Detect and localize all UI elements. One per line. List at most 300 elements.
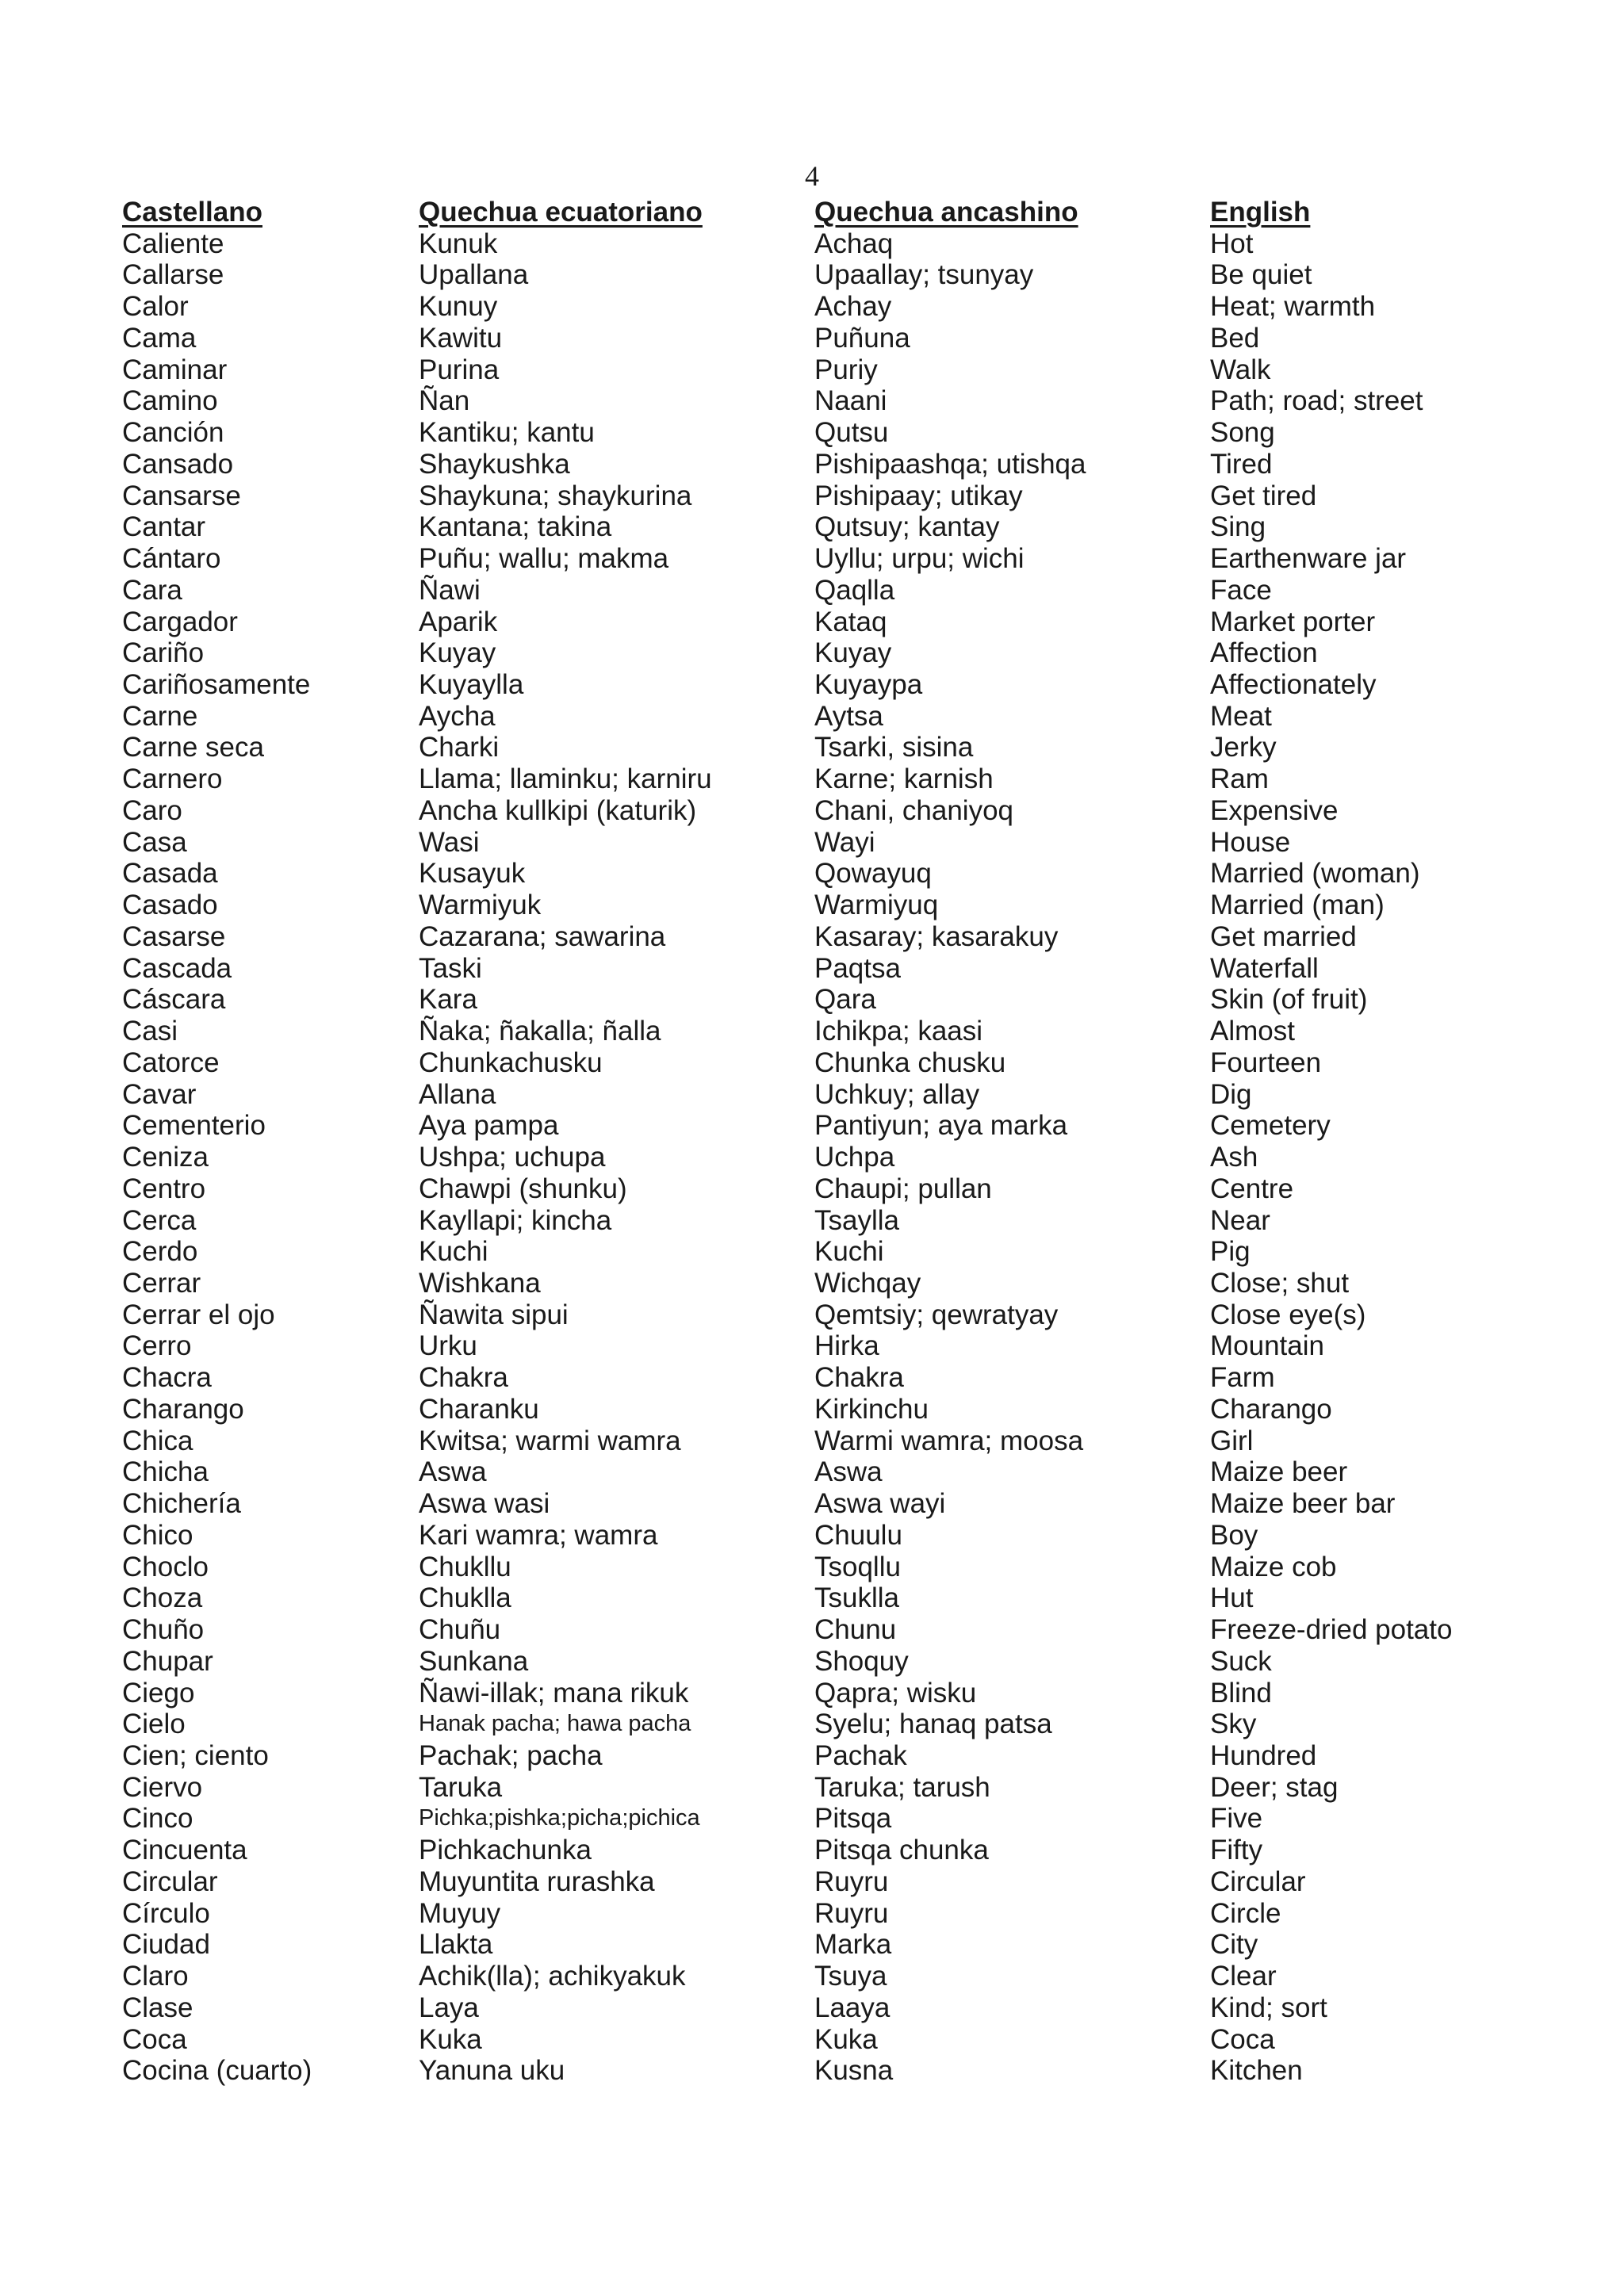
cell-english: Face: [1210, 574, 1272, 606]
table-row: [122, 1299, 1581, 1331]
cell-english: Expensive: [1210, 794, 1339, 826]
table-row: [122, 763, 1581, 795]
table-row: [122, 1016, 1581, 1047]
table-row: [122, 291, 1581, 323]
cell-quechua-ancashino: Shoquy: [814, 1645, 909, 1677]
cell-english: Near: [1210, 1204, 1270, 1236]
table-row: [122, 1330, 1581, 1362]
cell-english: Heat; warmth: [1210, 291, 1376, 323]
cell-castellano: Cementerio: [122, 1110, 266, 1142]
cell-english: Maize beer bar: [1210, 1488, 1396, 1520]
cell-castellano: Cielo: [122, 1709, 186, 1740]
table-row: [122, 1520, 1581, 1552]
table-row: [122, 1236, 1581, 1268]
cell-quechua-ecuatoriano: Aya pampa: [419, 1110, 559, 1142]
header-quechua-ecuatoriano: Quechua ecuatoriano: [419, 197, 703, 228]
cell-quechua-ecuatoriano: Upallana: [419, 259, 529, 291]
cell-english: Centre: [1210, 1173, 1294, 1204]
cell-castellano: Catorce: [122, 1047, 220, 1078]
cell-castellano: Cavar: [122, 1078, 197, 1110]
cell-english: Almost: [1210, 1016, 1295, 1047]
cell-quechua-ancashino: Chuulu: [814, 1519, 902, 1551]
cell-quechua-ancashino: Achay: [814, 291, 892, 323]
cell-castellano: Cansarse: [122, 480, 241, 511]
table-row: [122, 1740, 1581, 1772]
cell-castellano: Circular: [122, 1866, 218, 1897]
cell-quechua-ancashino: Warmi wamra; moosa: [814, 1425, 1084, 1456]
cell-quechua-ancashino: Kuyaypa: [814, 669, 923, 701]
cell-quechua-ecuatoriano: Wasi: [419, 826, 480, 858]
cell-quechua-ancashino: Tsoqllu: [814, 1551, 901, 1582]
cell-quechua-ecuatoriano: Chawpi (shunku): [419, 1173, 627, 1204]
cell-english: Maize beer: [1210, 1456, 1348, 1488]
cell-quechua-ancashino: Chaupi; pullan: [814, 1173, 992, 1204]
cell-castellano: Cáscara: [122, 984, 226, 1016]
cell-quechua-ecuatoriano: Shaykuna; shaykurina: [419, 480, 692, 511]
cell-castellano: Casi: [122, 1016, 178, 1047]
cell-castellano: Cerdo: [122, 1236, 198, 1268]
cell-quechua-ecuatoriano: Laya: [419, 1992, 479, 2023]
cell-english: City: [1210, 1929, 1258, 1961]
cell-english: Ash: [1210, 1142, 1258, 1173]
cell-english: Blind: [1210, 1677, 1272, 1709]
cell-castellano: Carne: [122, 700, 198, 732]
cell-quechua-ecuatoriano: Pichkachunka: [419, 1835, 592, 1866]
table-row: [122, 1488, 1581, 1520]
cell-quechua-ecuatoriano: Ñawita sipui: [419, 1299, 569, 1330]
cell-quechua-ancashino: Chakra: [814, 1362, 904, 1394]
cell-quechua-ecuatoriano: Muyuy: [419, 1897, 501, 1929]
cell-quechua-ancashino: Qowayuq: [814, 858, 932, 890]
cell-castellano: Cerrar el ojo: [122, 1299, 275, 1330]
table-row: [122, 1394, 1581, 1425]
table-row: [122, 543, 1581, 575]
cell-quechua-ecuatoriano: Urku: [419, 1330, 477, 1362]
cell-english: Married (woman): [1210, 858, 1420, 890]
cell-castellano: Chico: [122, 1519, 193, 1551]
cell-english: Circular: [1210, 1866, 1306, 1897]
cell-english: Hot: [1210, 228, 1254, 259]
cell-quechua-ancashino: Chunka chusku: [814, 1047, 1006, 1078]
table-row: [122, 1268, 1581, 1299]
table-row: [122, 1709, 1581, 1740]
table-row: [122, 1582, 1581, 1614]
cell-castellano: Caminar: [122, 354, 228, 385]
cell-quechua-ecuatoriano: Sunkana: [419, 1645, 529, 1677]
cell-quechua-ecuatoriano: Shaykushka: [419, 448, 570, 480]
table-row: [122, 795, 1581, 827]
cell-quechua-ancashino: Uchkuy; allay: [814, 1078, 980, 1110]
cell-quechua-ecuatoriano: Pichka;pishka;picha;pichica: [419, 1805, 700, 1831]
cell-quechua-ecuatoriano: Ñaka; ñakalla; ñalla: [419, 1016, 661, 1047]
cell-quechua-ancashino: Qara: [814, 984, 876, 1016]
cell-castellano: Cariño: [122, 637, 205, 669]
cell-quechua-ecuatoriano: Kantana; takina: [419, 511, 612, 543]
table-row: [122, 1456, 1581, 1488]
cell-quechua-ecuatoriano: Aswa wasi: [419, 1488, 550, 1520]
cell-castellano: Carnero: [122, 763, 223, 795]
table-row: [122, 1929, 1581, 1961]
cell-english: Kitchen: [1210, 2055, 1303, 2087]
cell-english: Mountain: [1210, 1330, 1324, 1362]
cell-quechua-ecuatoriano: Aparik: [419, 606, 498, 637]
cell-english: Deer; stag: [1210, 1771, 1339, 1803]
cell-quechua-ancashino: Qaqlla: [814, 574, 895, 606]
cell-quechua-ecuatoriano: Llakta: [419, 1929, 493, 1961]
cell-english: Clear: [1210, 1961, 1277, 1992]
header-english: English: [1210, 197, 1311, 228]
cell-quechua-ancashino: Taruka; tarush: [814, 1771, 990, 1803]
cell-quechua-ecuatoriano: Kari wamra; wamra: [419, 1519, 658, 1551]
cell-quechua-ancashino: Aytsa: [814, 700, 883, 732]
cell-castellano: Charango: [122, 1393, 244, 1425]
table-row: [122, 2024, 1581, 2056]
table-row: [122, 890, 1581, 921]
cell-english: Dig: [1210, 1078, 1252, 1110]
cell-quechua-ancashino: Aswa wayi: [814, 1488, 946, 1520]
table-row: [122, 1961, 1581, 1992]
cell-quechua-ancashino: Syelu; hanaq patsa: [814, 1709, 1052, 1740]
cell-castellano: Ceniza: [122, 1142, 209, 1173]
cell-english: Close eye(s): [1210, 1299, 1366, 1330]
cell-quechua-ecuatoriano: Llama; llaminku; karniru: [419, 763, 712, 795]
table-row: [122, 637, 1581, 669]
table-row: [122, 511, 1581, 543]
cell-castellano: Chupar: [122, 1645, 213, 1677]
table-row: [122, 827, 1581, 859]
cell-quechua-ecuatoriano: Charki: [419, 732, 500, 763]
cell-quechua-ecuatoriano: Chuñu: [419, 1614, 501, 1646]
cell-quechua-ecuatoriano: Muyuntita rurashka: [419, 1866, 655, 1897]
cell-castellano: Caro: [122, 794, 182, 826]
cell-castellano: Choza: [122, 1582, 203, 1614]
cell-quechua-ancashino: Tsuya: [814, 1961, 887, 1992]
cell-quechua-ancashino: Uchpa: [814, 1142, 895, 1173]
cell-castellano: Casarse: [122, 920, 226, 952]
table-row: [122, 1173, 1581, 1205]
cell-quechua-ecuatoriano: Kuyaylla: [419, 669, 524, 701]
cell-quechua-ancashino: Kuka: [814, 2023, 878, 2055]
cell-castellano: Cerca: [122, 1204, 197, 1236]
cell-quechua-ecuatoriano: Achik(lla); achikyakuk: [419, 1961, 686, 1992]
cell-castellano: Centro: [122, 1173, 206, 1204]
cell-quechua-ecuatoriano: Kawitu: [419, 322, 503, 354]
cell-quechua-ecuatoriano: Chukllu: [419, 1551, 511, 1582]
cell-quechua-ancashino: Pachak: [814, 1739, 907, 1771]
header-castellano: Castellano: [122, 197, 262, 228]
cell-english: Pig: [1210, 1236, 1251, 1268]
cell-english: Get tired: [1210, 480, 1317, 511]
cell-english: Fourteen: [1210, 1047, 1322, 1078]
cell-english: Meat: [1210, 700, 1272, 732]
cell-quechua-ancashino: Wichqay: [814, 1267, 921, 1299]
cell-castellano: Chicha: [122, 1456, 209, 1488]
table-row: [122, 449, 1581, 480]
cell-castellano: Círculo: [122, 1897, 210, 1929]
cell-english: Skin (of fruit): [1210, 984, 1368, 1016]
cell-quechua-ecuatoriano: Aycha: [419, 700, 496, 732]
cell-english: Tired: [1210, 448, 1273, 480]
cell-quechua-ecuatoriano: Kayllapi; kincha: [419, 1204, 612, 1236]
table-row: [122, 1205, 1581, 1237]
cell-castellano: Cansado: [122, 448, 234, 480]
table-row: [122, 1142, 1581, 1173]
table-row: [122, 607, 1581, 638]
cell-quechua-ecuatoriano: Chuklla: [419, 1582, 511, 1614]
page-number: 4: [805, 160, 819, 192]
cell-quechua-ancashino: Kataq: [814, 606, 887, 637]
cell-english: Maize cob: [1210, 1551, 1337, 1582]
cell-castellano: Cántaro: [122, 543, 221, 575]
cell-quechua-ecuatoriano: Kunuk: [419, 228, 498, 259]
cell-castellano: Cerrar: [122, 1267, 201, 1299]
cell-quechua-ecuatoriano: Kantiku; kantu: [419, 417, 595, 449]
cell-quechua-ecuatoriano: Wishkana: [419, 1267, 541, 1299]
cell-quechua-ancashino: Ruyru: [814, 1866, 889, 1897]
cell-quechua-ecuatoriano: Chakra: [419, 1362, 508, 1394]
cell-quechua-ancashino: Pishipaay; utikay: [814, 480, 1023, 511]
cell-quechua-ecuatoriano: Pachak; pacha: [419, 1739, 603, 1771]
cell-quechua-ecuatoriano: Kara: [419, 984, 477, 1016]
cell-quechua-ecuatoriano: Kunuy: [419, 291, 498, 323]
cell-quechua-ancashino: Pitsqa chunka: [814, 1835, 989, 1866]
cell-english: Five: [1210, 1803, 1263, 1835]
cell-english: Boy: [1210, 1519, 1258, 1551]
cell-quechua-ecuatoriano: Yanuna uku: [419, 2055, 565, 2087]
table-row: [122, 1110, 1581, 1142]
cell-castellano: Choclo: [122, 1551, 209, 1582]
cell-quechua-ecuatoriano: Charanku: [419, 1393, 539, 1425]
table-row: [122, 323, 1581, 354]
cell-quechua-ecuatoriano: Puñu; wallu; makma: [419, 543, 669, 575]
cell-english: Path; road; street: [1210, 385, 1423, 417]
table-header: [122, 197, 1581, 228]
cell-quechua-ecuatoriano: Kuchi: [419, 1236, 488, 1268]
cell-quechua-ecuatoriano: Ñawi-illak; mana rikuk: [419, 1677, 689, 1709]
table-row: [122, 732, 1581, 763]
cell-quechua-ecuatoriano: Allana: [419, 1078, 496, 1110]
cell-quechua-ancashino: Qutsu: [814, 417, 889, 449]
cell-english: Affection: [1210, 637, 1318, 669]
cell-english: Charango: [1210, 1393, 1332, 1425]
cell-quechua-ancashino: Hirka: [814, 1330, 879, 1362]
cell-castellano: Cantar: [122, 511, 206, 543]
cell-quechua-ancashino: Pishipaashqa; utishqa: [814, 448, 1086, 480]
cell-quechua-ecuatoriano: Taruka: [419, 1771, 503, 1803]
cell-castellano: Cascada: [122, 952, 232, 984]
cell-quechua-ancashino: Tsuklla: [814, 1582, 899, 1614]
table-row: [122, 669, 1581, 701]
table-row: [122, 1678, 1581, 1709]
cell-quechua-ancashino: Kuchi: [814, 1236, 884, 1268]
cell-english: Song: [1210, 417, 1275, 449]
cell-english: Fifty: [1210, 1835, 1263, 1866]
cell-english: Close; shut: [1210, 1267, 1350, 1299]
cell-english: Ram: [1210, 763, 1269, 795]
cell-quechua-ancashino: Pitsqa: [814, 1803, 892, 1835]
cell-quechua-ancashino: Achaq: [814, 228, 894, 259]
cell-castellano: Calor: [122, 291, 189, 323]
table-row: [122, 1425, 1581, 1457]
table-row: [122, 953, 1581, 985]
cell-quechua-ancashino: Chunu: [814, 1614, 897, 1646]
cell-castellano: Chichería: [122, 1488, 241, 1520]
cell-english: Affectionately: [1210, 669, 1377, 701]
table-row: [122, 2055, 1581, 2087]
table-row: [122, 575, 1581, 607]
table-row: [122, 1898, 1581, 1930]
cell-quechua-ancashino: Uyllu; urpu; wichi: [814, 543, 1025, 575]
cell-castellano: Cargador: [122, 606, 238, 637]
table-row: [122, 1992, 1581, 2024]
cell-quechua-ecuatoriano: Ñan: [419, 385, 470, 417]
cell-castellano: Ciudad: [122, 1929, 210, 1961]
cell-castellano: Cinco: [122, 1803, 193, 1835]
table-row: [122, 921, 1581, 953]
cell-castellano: Cerro: [122, 1330, 192, 1362]
cell-english: Freeze-dried potato: [1210, 1614, 1453, 1646]
table-row: [122, 1552, 1581, 1583]
cell-quechua-ancashino: Laaya: [814, 1992, 891, 2023]
cell-quechua-ecuatoriano: Warmiyuk: [419, 890, 542, 921]
cell-quechua-ancashino: Chani, chaniyoq: [814, 794, 1013, 826]
cell-castellano: Camino: [122, 385, 218, 417]
cell-castellano: Chacra: [122, 1362, 212, 1394]
cell-quechua-ancashino: Kasaray; kasarakuy: [814, 920, 1059, 952]
table-row: [122, 354, 1581, 386]
cell-english: Market porter: [1210, 606, 1376, 637]
header-quechua-ancashino: Quechua ancashino: [814, 197, 1078, 228]
cell-quechua-ancashino: Qapra; wisku: [814, 1677, 977, 1709]
cell-english: Hut: [1210, 1582, 1254, 1614]
cell-castellano: Claro: [122, 1961, 189, 1992]
cell-english: Suck: [1210, 1645, 1272, 1677]
table-row: [122, 417, 1581, 449]
cell-quechua-ecuatoriano: Ñawi: [419, 574, 481, 606]
cell-castellano: Chuño: [122, 1614, 205, 1646]
cell-quechua-ancashino: Tsarki, sisina: [814, 732, 974, 763]
table-row: [122, 1614, 1581, 1646]
cell-quechua-ancashino: Kuyay: [814, 637, 892, 669]
cell-castellano: Ciervo: [122, 1771, 203, 1803]
cell-castellano: Cincuenta: [122, 1835, 247, 1866]
cell-quechua-ancashino: Kirkinchu: [814, 1393, 929, 1425]
cell-castellano: Callarse: [122, 259, 224, 291]
cell-quechua-ancashino: Puñuna: [814, 322, 910, 354]
cell-castellano: Coca: [122, 2023, 187, 2055]
cell-english: Jerky: [1210, 732, 1277, 763]
cell-english: Farm: [1210, 1362, 1275, 1394]
cell-english: Cemetery: [1210, 1110, 1331, 1142]
table-row: [122, 858, 1581, 890]
table-row: [122, 1646, 1581, 1678]
cell-quechua-ancashino: Karne; karnish: [814, 763, 994, 795]
cell-castellano: Cara: [122, 574, 182, 606]
table-row: [122, 1772, 1581, 1804]
table-row: [122, 228, 1581, 260]
cell-quechua-ecuatoriano: Aswa: [419, 1456, 487, 1488]
cell-quechua-ancashino: Marka: [814, 1929, 892, 1961]
cell-quechua-ancashino: Warmiyuq: [814, 890, 939, 921]
cell-english: Married (man): [1210, 890, 1385, 921]
table-row: [122, 984, 1581, 1016]
cell-quechua-ecuatoriano: Chunkachusku: [419, 1047, 603, 1078]
cell-english: Sky: [1210, 1709, 1257, 1740]
table-row: [122, 1803, 1581, 1835]
cell-english: Sing: [1210, 511, 1266, 543]
cell-quechua-ancashino: Aswa: [814, 1456, 883, 1488]
cell-quechua-ecuatoriano: Kwitsa; warmi wamra: [419, 1425, 681, 1456]
cell-quechua-ecuatoriano: Ancha kullkipi (katurik): [419, 794, 697, 826]
vocabulary-table: [122, 197, 1581, 2087]
cell-castellano: Casa: [122, 826, 187, 858]
cell-quechua-ecuatoriano: Ushpa; uchupa: [419, 1142, 606, 1173]
table-row: [122, 701, 1581, 733]
cell-castellano: Carne seca: [122, 732, 264, 763]
cell-english: Waterfall: [1210, 952, 1319, 984]
cell-english: Be quiet: [1210, 259, 1312, 291]
cell-castellano: Chica: [122, 1425, 193, 1456]
cell-english: Bed: [1210, 322, 1260, 354]
cell-quechua-ancashino: Tsaylla: [814, 1204, 899, 1236]
cell-castellano: Cocina (cuarto): [122, 2055, 312, 2087]
table-row: [122, 1047, 1581, 1079]
cell-quechua-ecuatoriano: Taski: [419, 952, 482, 984]
table-row: [122, 1835, 1581, 1866]
cell-quechua-ancashino: Ruyru: [814, 1897, 889, 1929]
cell-quechua-ancashino: Qutsuy; kantay: [814, 511, 1000, 543]
cell-castellano: Cama: [122, 322, 197, 354]
cell-quechua-ancashino: Kusna: [814, 2055, 894, 2087]
cell-quechua-ancashino: Pantiyun; aya marka: [814, 1110, 1068, 1142]
cell-castellano: Caliente: [122, 228, 224, 259]
cell-english: Earthenware jar: [1210, 543, 1407, 575]
table-row: [122, 1362, 1581, 1394]
cell-english: Coca: [1210, 2023, 1275, 2055]
cell-quechua-ancashino: Upaallay; tsunyay: [814, 259, 1034, 291]
cell-quechua-ancashino: Puriy: [814, 354, 878, 385]
cell-quechua-ancashino: Ichikpa; kaasi: [814, 1016, 983, 1047]
cell-quechua-ecuatoriano: Hanak pacha; hawa pacha: [419, 1711, 691, 1737]
cell-castellano: Clase: [122, 1992, 193, 2023]
cell-english: Get married: [1210, 920, 1357, 952]
cell-quechua-ecuatoriano: Cazarana; sawarina: [419, 920, 666, 952]
cell-english: Hundred: [1210, 1739, 1317, 1771]
table-row: [122, 1866, 1581, 1898]
cell-english: Girl: [1210, 1425, 1254, 1456]
cell-english: Walk: [1210, 354, 1271, 385]
cell-quechua-ancashino: Qemtsiy; qewratyay: [814, 1299, 1059, 1330]
cell-castellano: Ciego: [122, 1677, 195, 1709]
table-row: [122, 480, 1581, 512]
cell-quechua-ecuatoriano: Purina: [419, 354, 500, 385]
cell-english: Kind; sort: [1210, 1992, 1327, 2023]
cell-english: Circle: [1210, 1897, 1281, 1929]
cell-quechua-ancashino: Wayi: [814, 826, 875, 858]
cell-castellano: Cariñosamente: [122, 669, 311, 701]
cell-quechua-ecuatoriano: Kuyay: [419, 637, 496, 669]
cell-quechua-ecuatoriano: Kuka: [419, 2023, 482, 2055]
cell-english: House: [1210, 826, 1291, 858]
cell-quechua-ancashino: Paqtsa: [814, 952, 901, 984]
table-row: [122, 259, 1581, 291]
cell-castellano: Cien; ciento: [122, 1739, 269, 1771]
cell-quechua-ancashino: Naani: [814, 385, 887, 417]
table-row: [122, 385, 1581, 417]
cell-castellano: Casada: [122, 858, 218, 890]
cell-castellano: Canción: [122, 417, 224, 449]
table-row: [122, 1079, 1581, 1111]
